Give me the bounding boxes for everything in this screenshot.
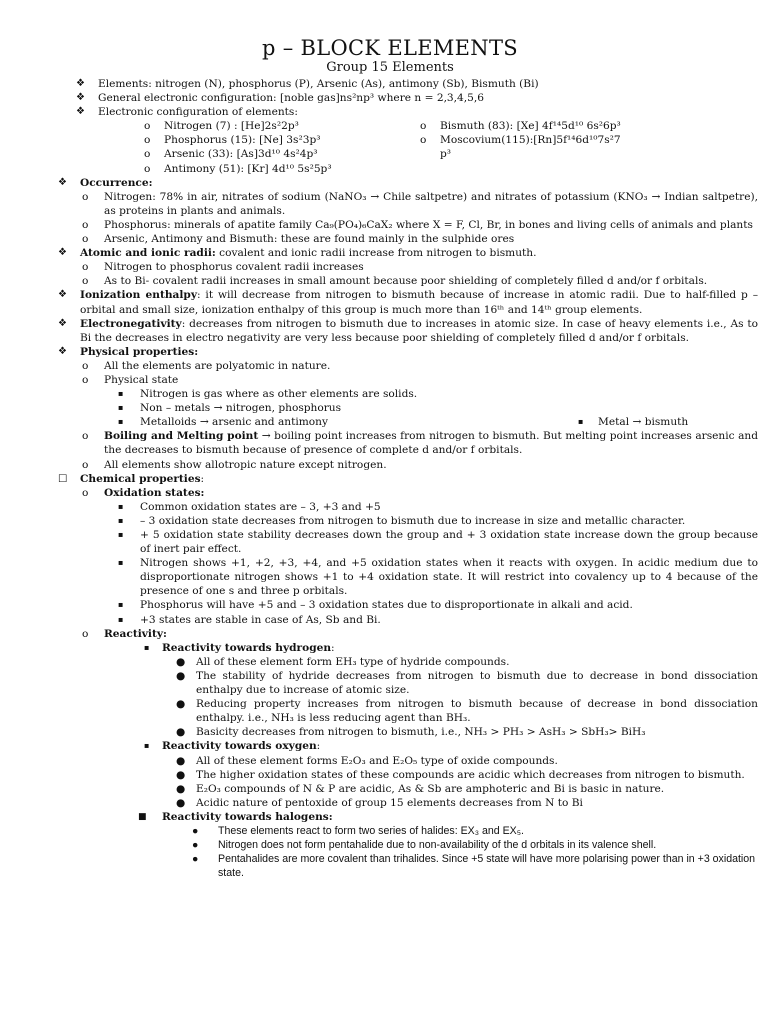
subsection-halogens: ■ Reactivity towards halogens: bbox=[138, 810, 333, 823]
list-item: o All elements show allotropic nature except nitrogen. bbox=[82, 458, 387, 471]
list-item: ● All of these element form EH₃ type of hydride compounds. bbox=[176, 655, 510, 668]
config-item: o Nitrogen (7) : [He]2s²2p³ bbox=[144, 120, 299, 133]
subsection-hydrogen: ▪ Reactivity towards hydrogen: bbox=[144, 641, 335, 654]
config-right-column bbox=[420, 119, 758, 175]
config-item: o Bismuth (83): [Xe] 4f¹⁴5d¹⁰ 6s²6p³ bbox=[420, 120, 621, 133]
circle-bullet-icon: o bbox=[420, 134, 427, 147]
list-item: o Arsenic, Antimony and Bismuth: these are found mainly in the sulphide ores bbox=[82, 233, 515, 246]
dot-bullet-icon: ● bbox=[192, 853, 199, 866]
circle-bullet-icon: o bbox=[144, 162, 151, 175]
square-bullet-icon: ■ bbox=[138, 811, 147, 822]
circle-bullet-icon: o bbox=[82, 359, 89, 372]
diamond-bullet-icon: ❖ bbox=[58, 176, 67, 188]
list-item: ● E₂O₃ compounds of N & P are acidic, As & Sb are amphoteric and Bi is basic in nature. bbox=[176, 782, 665, 795]
list-item: o Phosphorus: minerals of apatite family Ca₉(PO₄)₆CaX₂ where X = F, Cl, Br, in bones and living cells of animals and plants bbox=[82, 218, 753, 231]
diamond-bullet-icon: ❖ bbox=[76, 78, 85, 89]
metal-row bbox=[62, 415, 758, 429]
list-item: ▪ Non – metals → nitrogen, phosphorus bbox=[118, 402, 342, 415]
circle-bullet-icon: o bbox=[420, 120, 427, 133]
square-bullet-icon: ▪ bbox=[144, 741, 150, 751]
circle-bullet-icon: o bbox=[82, 430, 89, 443]
square-bullet-icon: ▪ bbox=[118, 389, 124, 399]
diamond-bullet-icon: ❖ bbox=[58, 345, 67, 357]
square-bullet-icon: ▪ bbox=[118, 614, 124, 624]
intro-item: ❖ Elements: nitrogen (N), phosphorus (P), Arsenic (As), antimony (Sb), Bismuth (Bi) bbox=[76, 78, 539, 90]
circle-bullet-icon: o bbox=[82, 233, 89, 246]
dot-bullet-icon: ● bbox=[176, 796, 186, 809]
list-item: ● The higher oxidation states of these compounds are acidic which decreases from nitrogen to bismuth. bbox=[176, 768, 745, 781]
list-item: ● All of these element forms E₂O₃ and E₂O₅ type of oxide compounds. bbox=[176, 754, 558, 767]
square-bullet-icon: ▪ bbox=[118, 558, 124, 568]
dot-bullet-icon: ● bbox=[192, 839, 199, 852]
diamond-bullet-icon: ❖ bbox=[76, 106, 85, 118]
circle-bullet-icon: o bbox=[144, 120, 151, 133]
circle-bullet-icon: o bbox=[82, 218, 89, 231]
section-occurrence: ❖ Occurrence: bbox=[58, 176, 153, 189]
list-item: ● Basicity decreases from nitrogen to bismuth, i.e., NH₃ > PH₃ > AsH₃ > SbH₃> BiH₃ bbox=[176, 726, 646, 739]
list-item: ▪ Phosphorus will have +5 and – 3 oxidation states due to disproportionate in alkali and acid. bbox=[118, 599, 633, 612]
square-bullet-icon: ▪ bbox=[118, 417, 124, 427]
config-item: o Moscovium(115):[Rn]5f¹⁴6d¹⁰7s²7 bbox=[420, 134, 621, 147]
subsection-oxygen: ▪ Reactivity towards oxygen: bbox=[144, 740, 321, 753]
list-item: o Physical state bbox=[82, 373, 179, 386]
circle-bullet-icon: o bbox=[144, 148, 151, 161]
list-item: ● The stability of hydride decreases from nitrogen to bismuth due to decrease in bond dissociation enthalpy due to increase of atomic size. bbox=[176, 669, 758, 697]
diamond-bullet-icon: ❖ bbox=[58, 289, 67, 301]
list-item: o All the elements are polyatomic in nature. bbox=[82, 359, 331, 372]
dot-bullet-icon: ● bbox=[176, 726, 186, 739]
list-item: o Nitrogen to phosphorus covalent radii increases bbox=[82, 261, 364, 274]
page-subtitle: Group 15 Elements bbox=[326, 60, 454, 75]
config-columns bbox=[62, 119, 758, 175]
list-item: o Nitrogen: 78% in air, nitrates of sodium (NaNO₃ → Chile saltpetre) and nitrates of potassium (KNO₃ → Indian saltpetre), as proteins in plants and animals. bbox=[82, 190, 758, 217]
square-bullet-icon: ▪ bbox=[578, 417, 584, 427]
circle-bullet-icon: o bbox=[82, 275, 89, 288]
circle-bullet-icon: o bbox=[82, 486, 89, 499]
page-title: p – BLOCK ELEMENTS bbox=[262, 36, 518, 60]
dot-bullet-icon: ● bbox=[176, 698, 186, 711]
diamond-bullet-icon: ❖ bbox=[58, 247, 67, 259]
list-item: o Boiling and Melting point → boiling point increases from nitrogen to bismuth. But melting point increases arsenic and the decreases to bismuth because of presence of complete d and/or f orbitals. bbox=[82, 430, 759, 457]
list-item: ▪ + 5 oxidation state stability decreases down the group and + 3 oxidation state increase down the group because of inert pair effect. bbox=[118, 529, 758, 556]
list-item: ▪ Common oxidation states are – 3, +3 and +5 bbox=[118, 500, 381, 513]
list-item: ▪ Nitrogen is gas where as other elements are solids. bbox=[118, 388, 418, 401]
dot-bullet-icon: ● bbox=[176, 655, 186, 668]
list-item: ● These elements react to form two series of halides: EX₃ and EX₅. bbox=[192, 824, 524, 837]
circle-bullet-icon: o bbox=[82, 190, 89, 203]
circle-bullet-icon: o bbox=[144, 134, 151, 147]
dot-bullet-icon: ● bbox=[176, 782, 186, 795]
config-item-continued: p³ bbox=[440, 148, 452, 161]
list-item: ▪ Metal → bismuth bbox=[578, 416, 689, 429]
config-item: o Phosphorus (15): [Ne] 3s²3p³ bbox=[144, 134, 321, 147]
config-item: o Antimony (51): [Kr] 4d¹⁰ 5s²5p³ bbox=[144, 162, 332, 175]
diamond-bullet-icon: ❖ bbox=[58, 317, 67, 329]
config-left-column bbox=[62, 119, 420, 175]
section-physical: ❖ Physical properties: bbox=[58, 345, 199, 358]
intro-item: ❖ General electronic configuration: [noble gas]ns²np³ where n = 2,3,4,5,6 bbox=[76, 92, 484, 105]
diamond-bullet-icon: ❖ bbox=[76, 92, 85, 104]
circle-bullet-icon: o bbox=[82, 373, 89, 386]
circle-bullet-icon: o bbox=[82, 458, 89, 471]
dot-bullet-icon: ● bbox=[192, 824, 199, 837]
list-item: ▪ Metalloids → arsenic and antimony bbox=[118, 416, 328, 429]
intro-item: ❖ Electronic configuration of elements: bbox=[76, 106, 298, 119]
dot-bullet-icon: ● bbox=[176, 754, 186, 767]
circle-bullet-icon: o bbox=[82, 261, 89, 274]
square-bullet-icon: ▪ bbox=[118, 403, 124, 413]
list-item: ▪ – 3 oxidation state decreases from nitrogen to bismuth due to increase in size and metallic character. bbox=[118, 514, 686, 527]
section-chemical: ☐ Chemical properties: bbox=[58, 472, 205, 485]
square-bullet-icon: ▪ bbox=[144, 642, 150, 652]
dot-bullet-icon: ● bbox=[176, 669, 186, 682]
list-item: o Oxidation states: bbox=[82, 486, 205, 499]
list-item: ▪ +3 states are stable in case of As, Sb and Bi. bbox=[118, 613, 381, 626]
square-bullet-icon: ▪ bbox=[118, 501, 124, 511]
list-item: ● Acidic nature of pentoxide of group 15 elements decreases from N to Bi bbox=[176, 796, 583, 809]
list-item: o As to Bi- covalent radii increases in small amount because poor shielding of completely filled d and/or f orbitals. bbox=[82, 275, 708, 288]
dot-bullet-icon: ● bbox=[176, 768, 186, 781]
square-bullet-icon: ▪ bbox=[118, 600, 124, 610]
section-ionization: ❖ Ionization enthalpy: it will decrease from nitrogen to bismuth because of increase in atomic radii. Due to half-filled p –orbital and small size, ionization enthalpy of this group is much more than 16ᵗʰ and 14ᵗʰ group elements. bbox=[58, 289, 758, 316]
section-radii: ❖ Atomic and ionic radii: covalent and ionic radii increase from nitrogen to bismuth. bbox=[58, 247, 537, 260]
section-electronegativity: ❖ Electronegativity: decreases from nitrogen to bismuth due to increases in atomic size. In case of heavy elements i.e., As to Bi the decreases in electro negativity are very less because poor shielding of completely filled d and/or f orbitals. bbox=[58, 317, 758, 344]
square-bullet-icon: ▪ bbox=[118, 530, 124, 539]
circle-bullet-icon: o bbox=[82, 627, 89, 640]
list-item: ▪ Nitrogen shows +1, +2, +3, +4, and +5 oxidation states when it reacts with oxygen. In acidic medium due to disproportionate nitrogen shows +1 to +4 oxidation state. It will restrict into covalency up to 4 because of the presence of one s and three p orbitals. bbox=[118, 557, 758, 598]
list-item: o Reactivity: bbox=[82, 627, 167, 640]
list-item: ● Pentahalides are more covalent than trihalides. Since +5 state will have more polarising power than in +3 oxidation state. bbox=[192, 853, 756, 880]
checkbox-icon: ☐ bbox=[58, 472, 68, 485]
square-bullet-icon: ▪ bbox=[118, 515, 124, 525]
list-item: ● Nitrogen does not form pentahalide due to non-availability of the d orbitals in its valence shell. bbox=[192, 839, 657, 852]
config-item: o Arsenic (33): [As]3d¹⁰ 4s²4p³ bbox=[144, 148, 318, 161]
list-item: ● Reducing property increases from nitrogen to bismuth because of decrease in bond dissociation enthalpy. i.e., NH₃ is less reducing agent than BH₃. bbox=[176, 698, 758, 725]
